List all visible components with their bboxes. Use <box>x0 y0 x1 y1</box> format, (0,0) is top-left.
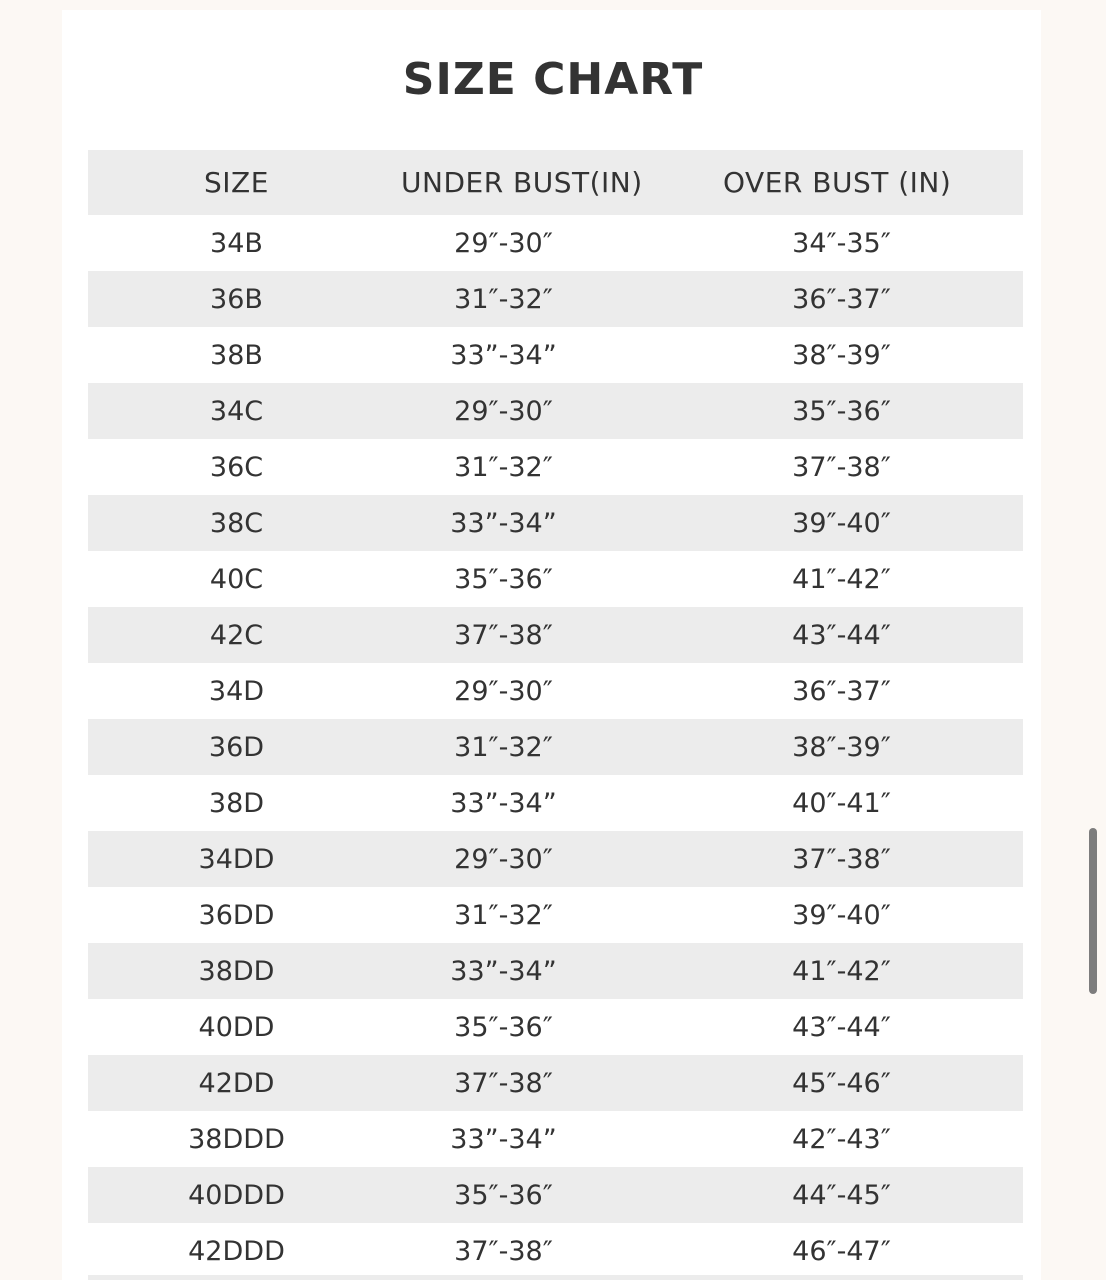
under-bust-cell: 33”-34” <box>450 339 557 371</box>
size-cell: 40DD <box>198 1011 275 1043</box>
over-bust-cell: 46″-47″ <box>792 1235 891 1267</box>
table-row <box>88 775 1023 831</box>
over-bust-cell: 37″-38″ <box>668 831 1023 887</box>
size-cell: 42DD <box>88 1055 385 1111</box>
table-header-row <box>88 150 1023 215</box>
table-row <box>88 999 1023 1055</box>
column-header-under-bust: UNDER BUST(IN) <box>385 150 668 215</box>
size-cell: 38D <box>208 787 265 819</box>
over-bust-cell: 43″-44″ <box>792 1011 891 1043</box>
over-bust-cell: 37″-38″ <box>792 451 891 483</box>
size-cell: 34C <box>88 383 385 439</box>
size-cell: 36B <box>88 271 385 327</box>
under-bust-cell: 29″-30″ <box>385 383 668 439</box>
table-row <box>88 215 1023 271</box>
table-row <box>88 943 1023 999</box>
table-bottom-stripe <box>88 1275 1023 1280</box>
page-title: SIZE CHART <box>402 54 704 105</box>
size-cell: 38C <box>88 495 385 551</box>
over-bust-cell: 45″-46″ <box>668 1055 1023 1111</box>
over-bust-cell: 39″-40″ <box>668 495 1023 551</box>
size-cell: 40DDD <box>88 1167 385 1223</box>
table-row <box>88 383 1023 439</box>
size-cell: 42DDD <box>188 1235 285 1267</box>
table-row <box>88 719 1023 775</box>
over-bust-cell: 41″-42″ <box>668 943 1023 999</box>
under-bust-cell: 31″-32″ <box>454 451 553 483</box>
size-cell: 34DD <box>88 831 385 887</box>
size-cell: 36C <box>209 451 264 483</box>
over-bust-cell: 35″-36″ <box>668 383 1023 439</box>
over-bust-cell: 34″-35″ <box>792 227 891 259</box>
table-row <box>88 831 1023 887</box>
size-cell: 38DD <box>88 943 385 999</box>
table-row <box>88 495 1023 551</box>
under-bust-cell: 35″-36″ <box>385 1167 668 1223</box>
table-row <box>88 1167 1023 1223</box>
under-bust-cell: 31″-32″ <box>385 719 668 775</box>
size-cell: 36D <box>88 719 385 775</box>
under-bust-cell: 31″-32″ <box>454 899 553 931</box>
table-row <box>88 887 1023 943</box>
over-bust-cell: 39″-40″ <box>792 899 891 931</box>
under-bust-cell: 33”-34” <box>450 787 557 819</box>
size-cell: 38DDD <box>188 1123 285 1155</box>
table-row <box>88 1111 1023 1167</box>
over-bust-cell: 41″-42″ <box>792 563 891 595</box>
over-bust-cell: 43″-44″ <box>668 607 1023 663</box>
under-bust-cell: 29″-30″ <box>454 675 553 707</box>
over-bust-cell: 44″-45″ <box>668 1167 1023 1223</box>
size-cell: 40C <box>209 563 264 595</box>
table-row <box>88 439 1023 495</box>
under-bust-cell: 37″-38″ <box>385 607 668 663</box>
over-bust-cell: 40″-41″ <box>792 787 891 819</box>
over-bust-cell: 38″-39″ <box>792 339 891 371</box>
under-bust-cell: 37″-38″ <box>454 1235 553 1267</box>
under-bust-cell: 33”-34” <box>385 495 668 551</box>
under-bust-cell: 33”-34” <box>385 943 668 999</box>
over-bust-cell: 38″-39″ <box>668 719 1023 775</box>
over-bust-cell: 42″-43″ <box>792 1123 891 1155</box>
size-chart-table <box>88 150 1023 1279</box>
under-bust-cell: 35″-36″ <box>454 1011 553 1043</box>
table-row <box>88 607 1023 663</box>
under-bust-cell: 35″-36″ <box>454 563 553 595</box>
size-cell: 42C <box>88 607 385 663</box>
under-bust-cell: 29″-30″ <box>454 227 553 259</box>
vertical-scrollbar[interactable] <box>1089 828 1097 994</box>
under-bust-cell: 37″-38″ <box>385 1055 668 1111</box>
table-body <box>88 215 1023 1279</box>
size-cell: 36DD <box>198 899 275 931</box>
under-bust-cell: 29″-30″ <box>385 831 668 887</box>
over-bust-cell: 36″-37″ <box>792 675 891 707</box>
under-bust-cell: 31″-32″ <box>385 271 668 327</box>
size-cell: 34D <box>208 675 265 707</box>
table-row <box>88 551 1023 607</box>
table-row <box>88 271 1023 327</box>
table-row <box>88 327 1023 383</box>
column-header-over-bust: OVER BUST (IN) <box>668 150 1023 215</box>
under-bust-cell: 33”-34” <box>450 1123 557 1155</box>
table-row <box>88 1055 1023 1111</box>
column-header-size: SIZE <box>88 150 385 215</box>
table-row <box>88 1223 1023 1279</box>
over-bust-cell: 36″-37″ <box>668 271 1023 327</box>
size-cell: 34B <box>210 227 263 259</box>
size-cell: 38B <box>210 339 263 371</box>
table-row <box>88 663 1023 719</box>
